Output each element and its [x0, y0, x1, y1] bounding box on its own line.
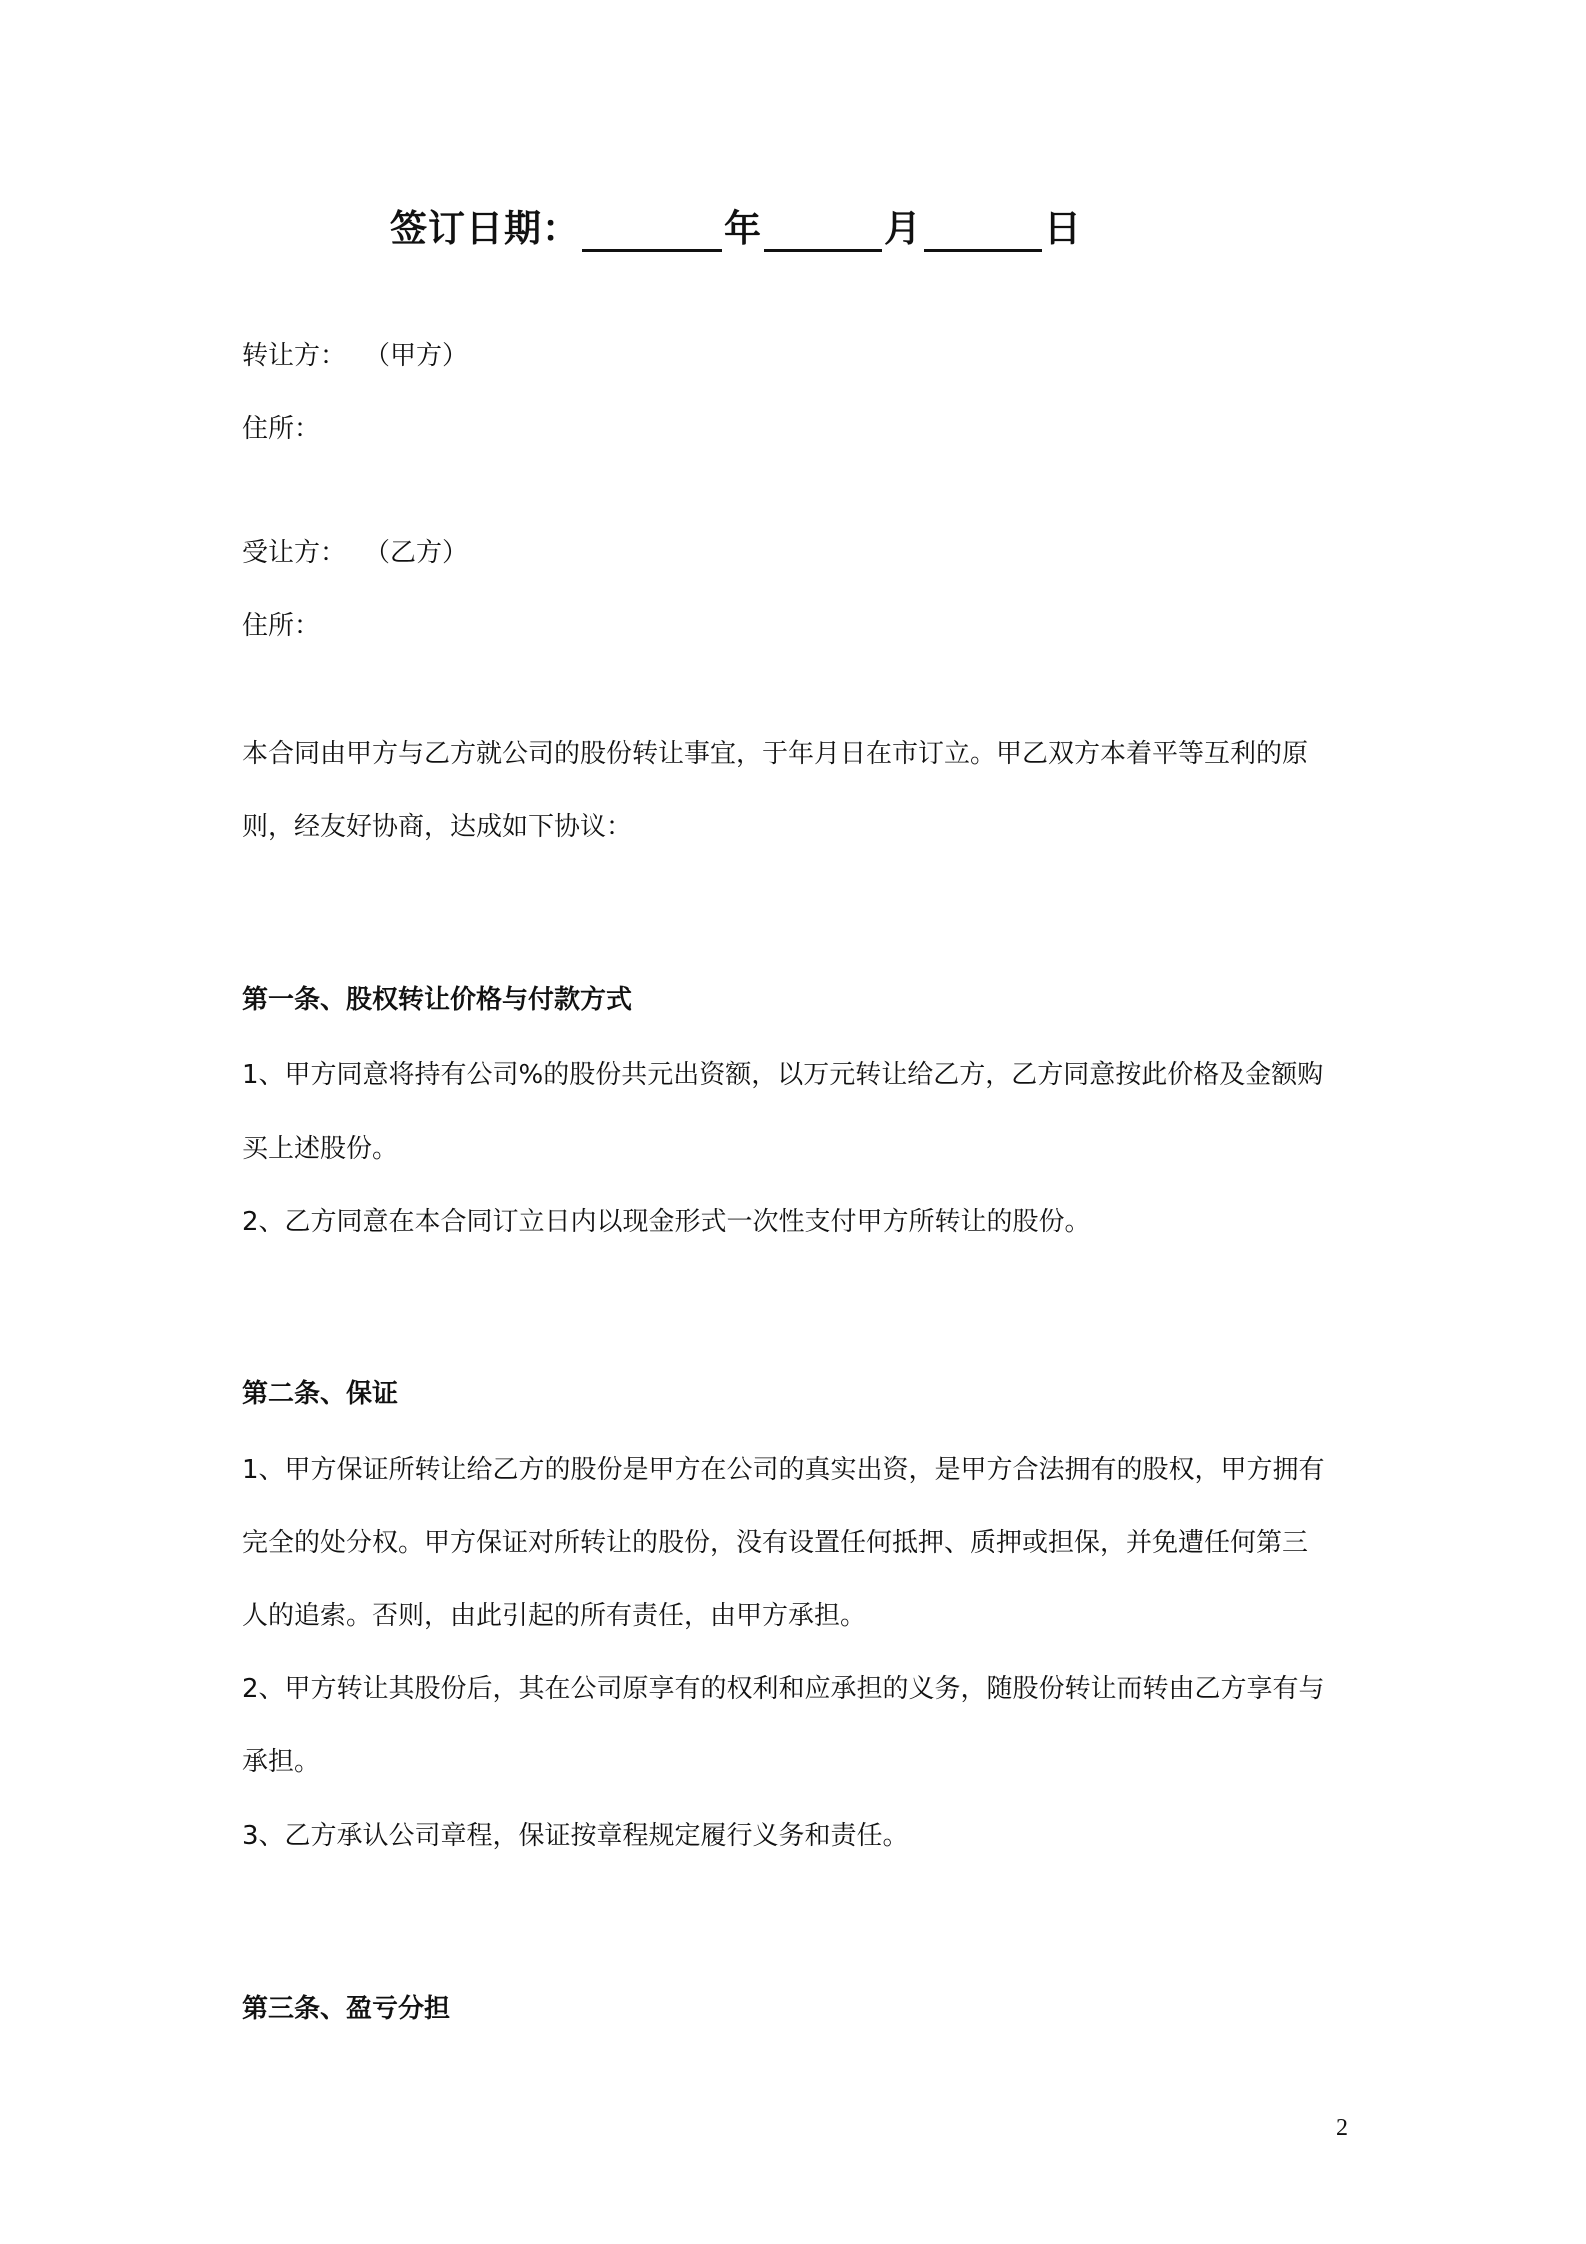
preamble-line-2: 则，经友好协商，达成如下协议：: [242, 812, 633, 842]
preamble-line-1: 本合同由甲方与乙方就公司的股份转让事宜，于年月日在市订立。甲乙双方本着平等互利的原: [242, 739, 1309, 769]
article1-line-2: 买上述股份。: [242, 1134, 399, 1164]
article1-line-3: 2、乙方同意在本合同订立日内以现金形式一次性支付甲方所转让的股份。: [242, 1207, 1091, 1237]
transferor-label: 转让方：: [242, 341, 347, 371]
signing-date-label: 签订日期：: [390, 207, 580, 250]
transferee-label: 受让方：: [242, 538, 347, 568]
article1-line-1: 1、甲方同意将持有公司%的股份共元出资额，以万元转让给乙方，乙方同意按此价格及金额购: [242, 1060, 1324, 1090]
day-label: 日: [1044, 207, 1082, 250]
article2-line-4: 2、甲方转让其股份后，其在公司原享有的权利和应承担的义务，随股份转让而转由乙方享有与: [242, 1674, 1325, 1704]
month-label: 月: [884, 207, 922, 250]
month-blank: [764, 209, 882, 252]
transferor-line: [242, 343, 468, 369]
article2-line-5: 承担。: [242, 1747, 321, 1777]
transferor-role: （甲方）: [364, 341, 469, 371]
transferee-line: [242, 540, 468, 566]
year-blank: [582, 209, 722, 252]
article2-heading: 第二条、保证: [242, 1379, 399, 1409]
article2-line-2: 完全的处分权。甲方保证对所转让的股份，没有设置任何抵押、质押或担保，并免遭任何第三: [242, 1528, 1309, 1558]
article2-line-6: 3、乙方承认公司章程，保证按章程规定履行义务和责任。: [242, 1821, 909, 1851]
transferor-address-label: 住所：: [242, 414, 321, 444]
day-blank: [924, 209, 1042, 252]
transferee-role: （乙方）: [364, 538, 469, 568]
article3-heading: 第三条、盈亏分担: [242, 1994, 451, 2024]
page-number: 2: [1336, 2115, 1348, 2141]
article1-heading: 第一条、股权转让价格与付款方式: [242, 985, 633, 1015]
signing-date-line: [390, 198, 1082, 252]
transferee-address-label: 住所：: [242, 611, 321, 641]
year-label: 年: [724, 207, 762, 250]
article2-line-1: 1、甲方保证所转让给乙方的股份是甲方在公司的真实出资，是甲方合法拥有的股权，甲方拥有: [242, 1455, 1325, 1485]
article2-line-3: 人的追索。否则，由此引起的所有责任，由甲方承担。: [242, 1601, 867, 1631]
